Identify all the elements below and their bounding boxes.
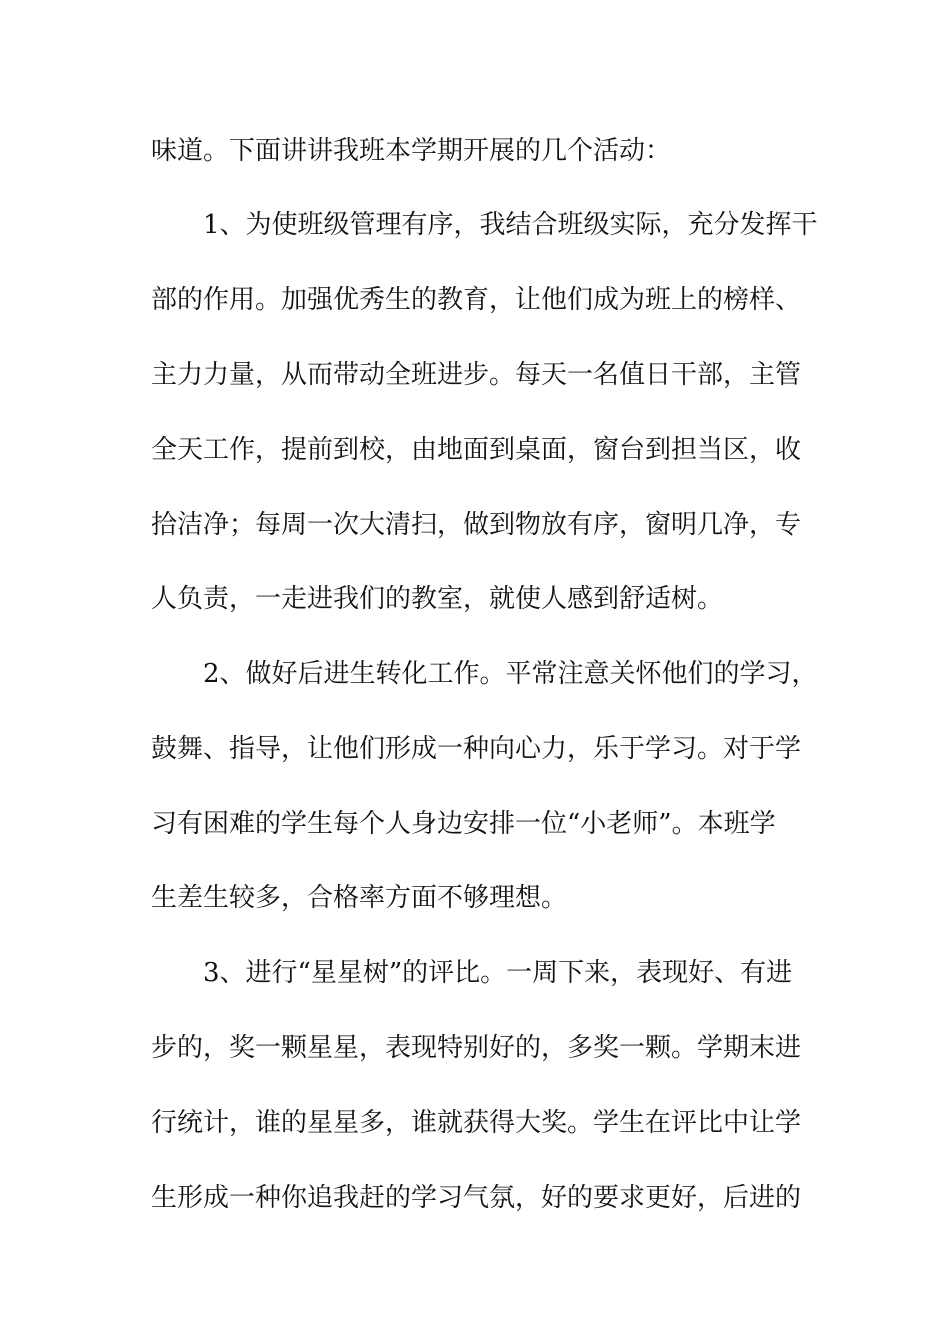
text-line: 步的，奖一颗星星，表现特别好的，多奖一颗。学期末进 xyxy=(151,1033,802,1063)
text-line: 全天工作，提前到校，由地面到桌面，窗台到担当区，收 xyxy=(151,435,802,465)
text-line: 人负责，一走进我们的教室，就使人感到舒适树。 xyxy=(151,584,724,614)
text-line: 主力力量，从而带动全班进步。每天一名值日干部，主管 xyxy=(151,360,802,390)
paragraph-3-start: 3、进行“星星树”的评比。一周下来，表现好、有进 xyxy=(203,958,793,988)
text-line: 生差生较多，合格率方面不够理想。 xyxy=(151,883,568,913)
text-line: 生形成一种你追我赶的学习气氛，好的要求更好，后进的 xyxy=(151,1183,802,1213)
text-line: 部的作用。加强优秀生的教育，让他们成为班上的榜样、 xyxy=(151,285,802,315)
text-line: 习有困难的学生每个人身边安排一位“小老师”。本班学 xyxy=(151,809,776,839)
text-line: 拾洁净；每周一次大清扫，做到物放有序，窗明几净，专 xyxy=(151,510,802,540)
paragraph-1-start: 1、为使班级管理有序，我结合班级实际，充分发挥干 xyxy=(203,210,818,240)
text-line: 行统计，谁的星星多，谁就获得大奖。学生在评比中让学 xyxy=(151,1108,802,1138)
text-line: 鼓舞、指导，让他们形成一种向心力，乐于学习。对于学 xyxy=(151,734,802,764)
text-line: 味道。下面讲讲我班本学期开展的几个活动： xyxy=(151,136,672,166)
paragraph-2-start: 2、做好后进生转化工作。平常注意关怀他们的学习， xyxy=(203,659,818,689)
